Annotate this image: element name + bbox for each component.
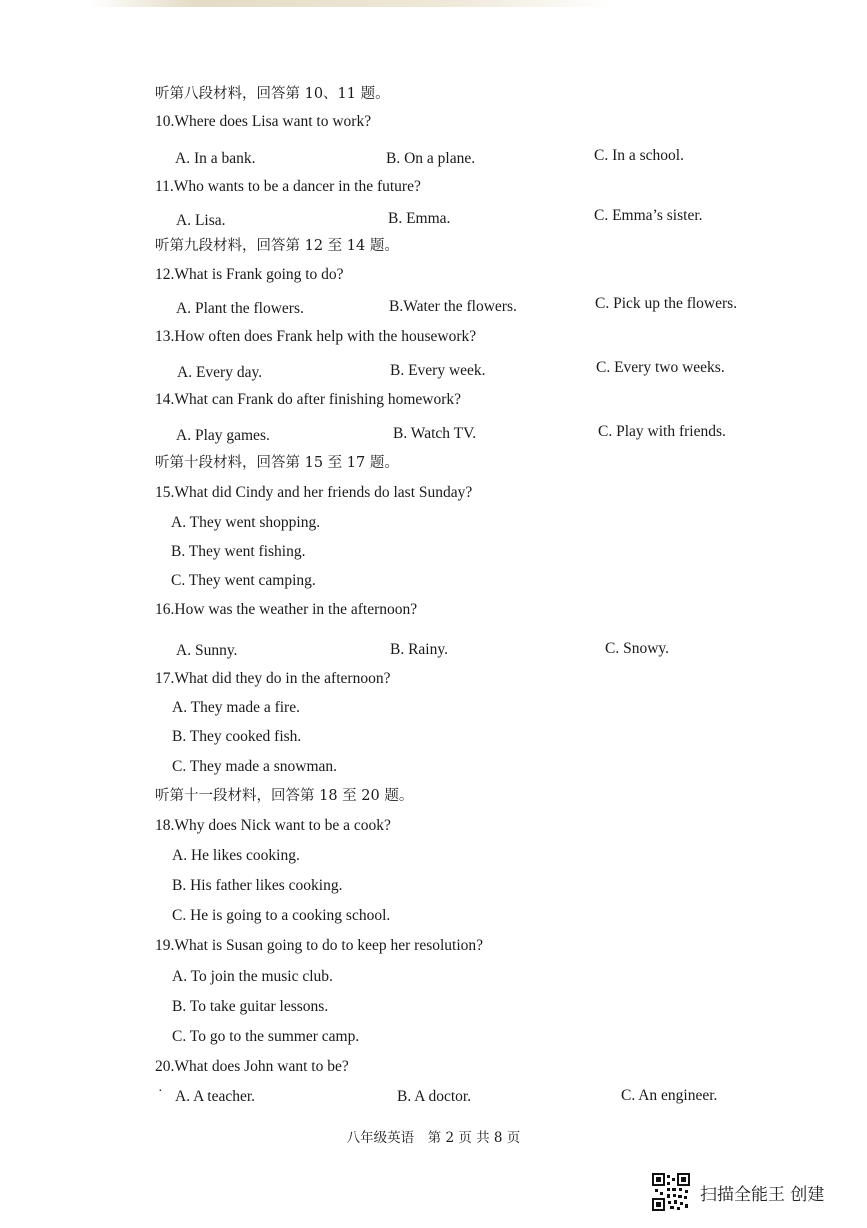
q18-option-c: C. He is going to a cooking school. [172, 907, 391, 924]
q17-option-a: A. They made a fire. [172, 699, 300, 716]
q11-option-c: C. Emma’s sister. [594, 207, 703, 224]
question-17: 17.What did they do in the afternoon? [155, 670, 391, 687]
q12-option-a: A. Plant the flowers. [176, 300, 304, 317]
question-10: 10.Where does Lisa want to work? [155, 113, 372, 130]
q19-option-b: B. To take guitar lessons. [172, 998, 329, 1015]
q13-option-c: C. Every two weeks. [596, 359, 725, 376]
question-12: 12.What is Frank going to do? [155, 266, 344, 283]
q20-option-a: A. A teacher. [175, 1088, 256, 1105]
q11-option-a: A. Lisa. [176, 212, 226, 229]
scan-top-band [90, 0, 610, 7]
scan-speck: · [158, 1084, 163, 1099]
q20-option-c: C. An engineer. [621, 1087, 718, 1104]
q19-option-a: A. To join the music club. [172, 968, 333, 985]
section-11-instruction: 听第十一段材料，回答第 18 至 20 题。 [155, 788, 414, 804]
q19-option-c: C. To go to the summer camp. [172, 1028, 360, 1045]
q10-option-a: A. In a bank. [175, 150, 256, 167]
q20-option-b: B. A doctor. [397, 1088, 472, 1105]
q13-option-a: A. Every day. [177, 364, 263, 381]
q14-option-b: B. Watch TV. [393, 425, 477, 442]
q12-option-b: B.Water the flowers. [389, 298, 517, 315]
q10-option-c: C. In a school. [594, 147, 684, 164]
qr-code-icon [652, 1173, 690, 1211]
question-16: 16.How was the weather in the afternoon? [155, 601, 418, 618]
q12-option-c: C. Pick up the flowers. [595, 295, 738, 312]
q18-option-a: A. He likes cooking. [172, 847, 300, 864]
scanner-watermark-text: 扫描全能王 创建 [700, 1184, 825, 1205]
scanner-watermark [652, 1172, 847, 1212]
q16-option-a: A. Sunny. [176, 642, 238, 659]
q11-option-b: B. Emma. [388, 210, 451, 227]
question-20: 20.What does John want to be? [155, 1058, 349, 1075]
q10-option-b: B. On a plane. [386, 150, 476, 167]
q15-option-a: A. They went shopping. [171, 514, 321, 531]
q14-option-c: C. Play with friends. [598, 423, 726, 440]
q18-option-b: B. His father likes cooking. [172, 877, 343, 894]
q17-option-b: B. They cooked fish. [172, 728, 302, 745]
question-15: 15.What did Cindy and her friends do last Sunday? [155, 484, 473, 501]
question-13: 13.How often does Frank help with the housework? [155, 328, 477, 345]
q14-option-a: A. Play games. [176, 427, 270, 444]
q13-option-b: B. Every week. [390, 362, 486, 379]
q16-option-b: B. Rainy. [390, 641, 448, 658]
question-18: 18.Why does Nick want to be a cook? [155, 817, 391, 834]
section-10-instruction: 听第十段材料，回答第 15 至 17 题。 [155, 455, 399, 471]
page-footer: 八年级英语 第 2 页 共 8 页 [346, 1130, 521, 1146]
section-8-instruction: 听第八段材料，回答第 10、11 题。 [155, 86, 390, 102]
question-19: 19.What is Susan going to do to keep her resolution? [155, 937, 484, 954]
q17-option-c: C. They made a snowman. [172, 758, 338, 775]
question-11: 11.Who wants to be a dancer in the future? [155, 178, 421, 195]
q15-option-b: B. They went fishing. [171, 543, 306, 560]
q16-option-c: C. Snowy. [605, 640, 670, 657]
question-14: 14.What can Frank do after finishing homework? [155, 391, 462, 408]
section-9-instruction: 听第九段材料，回答第 12 至 14 题。 [155, 238, 399, 254]
q15-option-c: C. They went camping. [171, 572, 316, 589]
